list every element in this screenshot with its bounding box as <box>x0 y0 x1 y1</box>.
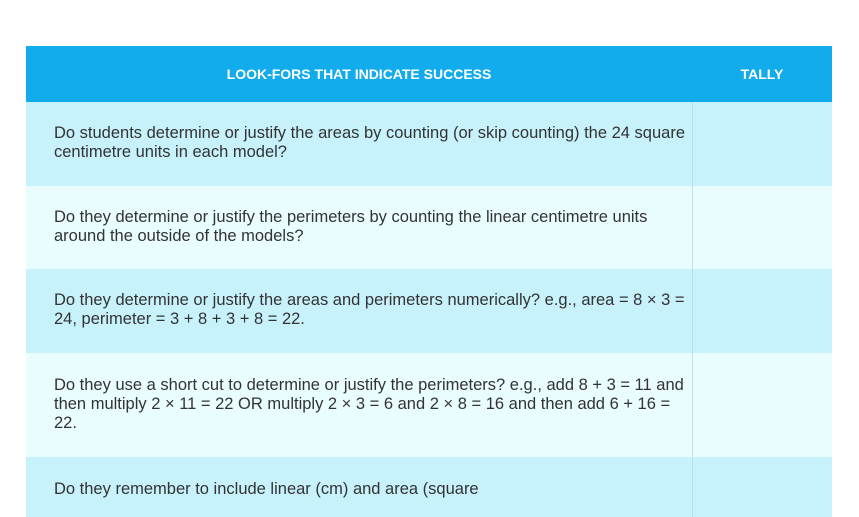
tally-cell[interactable] <box>692 269 832 353</box>
lookfor-text: Do students determine or justify the areas by counting (or skip counting) the 24 square centimetre units in each model? <box>54 124 686 161</box>
tally-cell[interactable] <box>692 353 832 457</box>
lookfors-table <box>26 46 832 517</box>
lookfors-column-header: LOOK-FORS THAT INDICATE SUCCESS <box>226 66 492 82</box>
lookfor-text: Do they determine or justify the perimeters by counting the linear centimetre units around the outside of the models? <box>54 208 648 245</box>
lookfor-text: Do they determine or justify the areas and perimeters numerically? e.g., area = 8 × 3 = 24, perimeter = 3 + 8 + 3 + 8 = 22. <box>54 291 685 328</box>
tally-cell[interactable] <box>692 102 832 186</box>
lookfor-text: Do they remember to include linear (cm) and area (square <box>54 480 479 498</box>
lookfor-text: Do they use a short cut to determine or justify the perimeters? e.g., add 8 + 3 = 11 and then multiply 2 × 11 = 22 OR multiply 2 × 3 = 6 and 2 × 8 = 16 and then add 6 + 16 = 22. <box>54 376 684 432</box>
table-row <box>26 457 832 517</box>
tally-cell[interactable] <box>692 186 832 269</box>
table-row <box>26 353 832 457</box>
table-row <box>26 186 832 269</box>
tally-cell[interactable] <box>692 457 832 517</box>
table-row <box>26 102 832 186</box>
table-header <box>26 46 832 102</box>
tally-column-header: TALLY <box>740 66 784 82</box>
table-row <box>26 269 832 353</box>
